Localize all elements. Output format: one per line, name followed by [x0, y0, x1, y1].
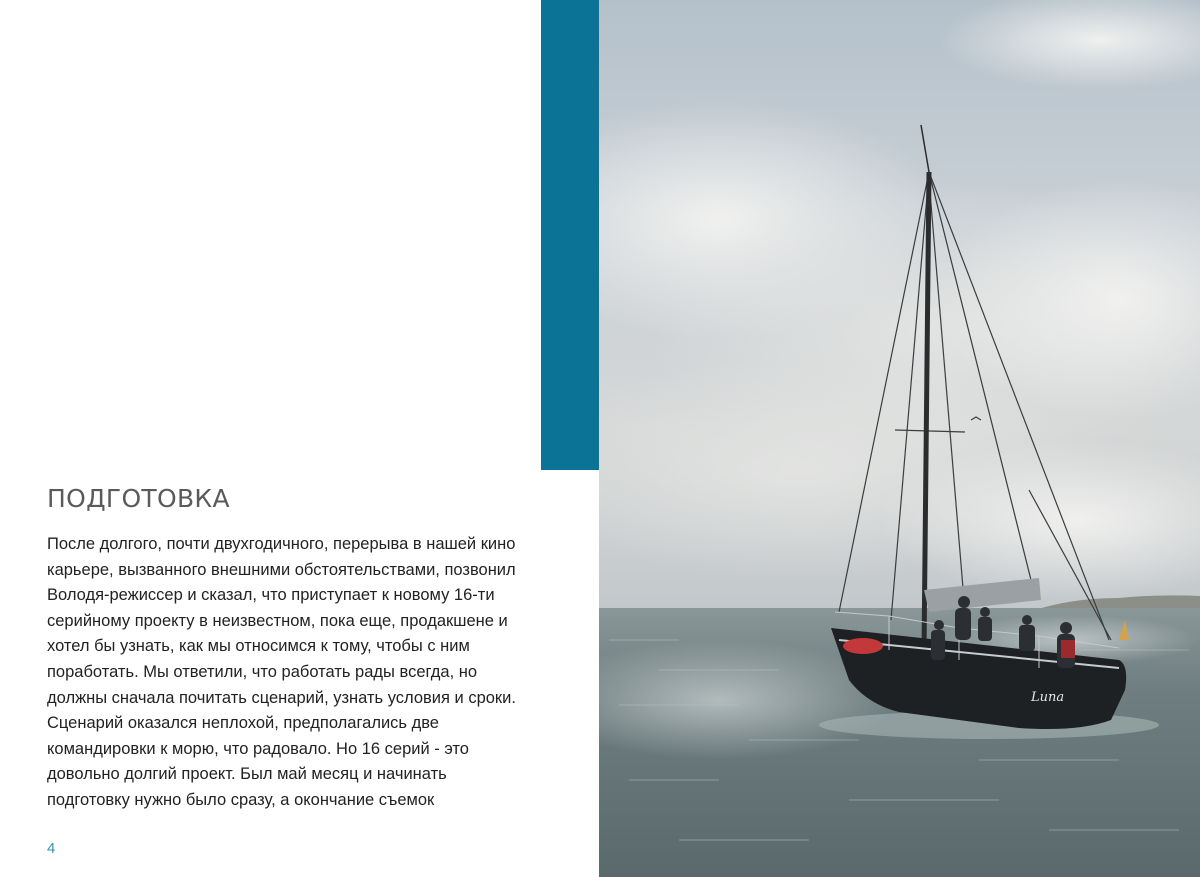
boat-name-label: Luna	[1031, 690, 1065, 705]
page-number: 4	[47, 840, 56, 857]
section-heading: ПОДГОТОВКА	[47, 484, 230, 513]
accent-color-bar	[541, 0, 599, 470]
body-line: серийному проекту в неизвестном, пока еще, продакшене и	[47, 611, 508, 630]
body-line: должны сначала почитать сценарий, узнать условия и сроки.	[47, 688, 516, 707]
body-line: Сценарий оказался неплохой, предполагались две	[47, 714, 439, 733]
body-line: довольно долгий проект. Был май месяц и начинать	[47, 765, 447, 784]
body-line: карьере, вызванного внешними обстоятельствами, позвонил	[47, 560, 516, 579]
body-line: поработать. Мы ответили, что работать рады всегда, но	[47, 662, 478, 681]
body-line: После долгого, почти двухгодичного, перерыва в нашей кино	[47, 535, 516, 553]
sailboat-photo	[599, 0, 1200, 877]
body-line: Володя-режиссер и сказал, что приступает к новому 16-ти	[47, 586, 495, 605]
body-line: командировки к морю, что радовало. Но 16 серий - это	[47, 739, 469, 758]
body-line: хотел бы узнать, как мы относимся к тому, чтобы с ним	[47, 637, 470, 656]
body-line: подготовку нужно было сразу, а окончание съемок	[47, 790, 435, 809]
body-paragraph	[47, 532, 516, 814]
